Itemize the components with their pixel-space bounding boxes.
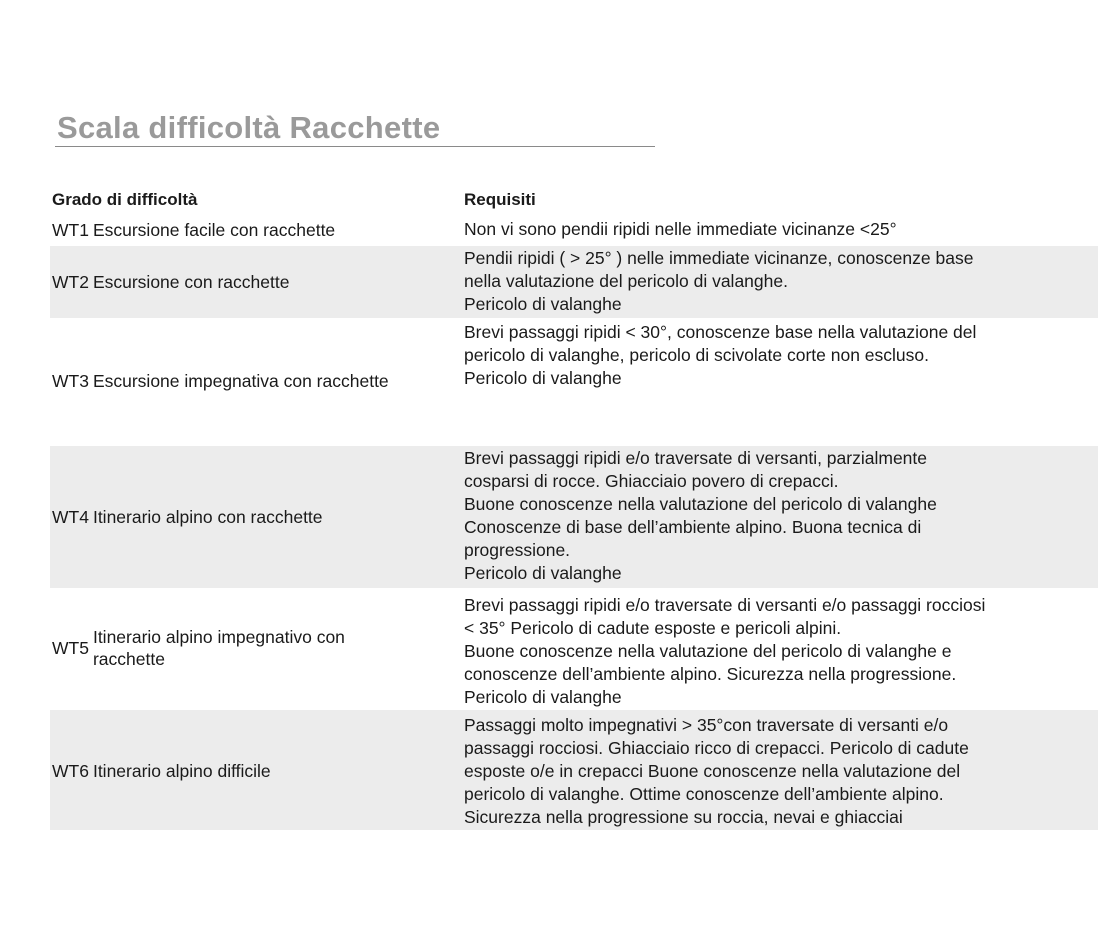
- requirement-line: passaggi rocciosi. Ghiacciaio ricco di crepacci. Pericolo di cadute: [464, 738, 969, 758]
- requirement-line: Pericolo di valanghe: [464, 687, 622, 707]
- grade-code: WT4: [52, 507, 89, 527]
- title-underline: [55, 146, 655, 147]
- requirement-line: Pericolo di valanghe: [464, 563, 622, 583]
- grade-code: WT2: [52, 272, 89, 292]
- requirement-line: Pericolo di valanghe: [464, 368, 622, 388]
- grade-code: WT6: [52, 761, 89, 781]
- grade-name: [93, 626, 403, 670]
- requirement-line: cosparsi di rocce. Ghiacciaio povero di crepacci.: [464, 471, 839, 491]
- table-row-wt1: [50, 216, 1098, 246]
- requirement-line: Brevi passaggi ripidi < 30°, conoscenze base nella valutazione del: [464, 322, 977, 342]
- requirements-cell: [464, 247, 1084, 316]
- grade-name: Escursione con racchette: [92, 272, 290, 292]
- header-grade: Grado di difficoltà: [52, 190, 198, 209]
- grade-name-line: racchette: [92, 649, 165, 669]
- requirements-cell: [464, 447, 1084, 585]
- table-row-wt6: [50, 710, 1098, 830]
- table-row-wt2: [50, 246, 1098, 318]
- requirements-cell: [464, 714, 1084, 829]
- grade-code: WT3: [52, 371, 89, 391]
- requirement-line: < 35° Pericolo di cadute esposte e pericoli alpini.: [464, 618, 842, 638]
- requirements-cell: [464, 321, 1084, 390]
- grade-name: Itinerario alpino con racchette: [92, 507, 323, 527]
- requirement-line: Brevi passaggi ripidi e/o traversate di versanti, parzialmente: [464, 448, 927, 468]
- requirements-cell: [464, 218, 1084, 241]
- requirement-line: Buone conoscenze nella valutazione del pericolo di valanghe e: [464, 641, 952, 661]
- requirement-line: Passaggi molto impegnativi > 35°con traversate di versanti e/o: [464, 715, 949, 735]
- requirement-line: pericolo di valanghe, pericolo di scivolate corte non escluso.: [464, 345, 929, 365]
- page-title: Scala difficoltà Racchette: [57, 110, 441, 145]
- requirement-line: Brevi passaggi ripidi e/o traversate di versanti e/o passaggi rocciosi: [464, 595, 986, 615]
- requirement-line: nella valutazione del pericolo di valanghe.: [464, 271, 788, 291]
- requirement-line: conoscenze dell’ambiente alpino. Sicurezza nella progressione.: [464, 664, 957, 684]
- grade-name-line: Itinerario alpino impegnativo con: [92, 627, 345, 647]
- grade-name: Escursione facile con racchette: [92, 220, 336, 240]
- requirement-line: pericolo di valanghe. Ottime conoscenze dell’ambiente alpino.: [464, 784, 944, 804]
- grade-cell: [52, 626, 403, 670]
- table-row-wt5: [50, 588, 1098, 710]
- requirement-line: Conoscenze di base dell’ambiente alpino. Buona tecnica di: [464, 517, 922, 537]
- grade-cell: [52, 370, 389, 392]
- header-requirements: Requisiti: [464, 190, 536, 209]
- table-row-wt4: [50, 446, 1098, 588]
- requirements-cell: [464, 594, 1084, 709]
- requirement-line: Sicurezza nella progressione su roccia, nevai e ghiacciai: [464, 807, 903, 827]
- table-row-wt3: [50, 318, 1098, 446]
- grade-cell: [52, 506, 323, 528]
- requirement-line: Buone conoscenze nella valutazione del pericolo di valanghe: [464, 494, 937, 514]
- grade-name: Escursione impegnativa con racchette: [92, 371, 389, 391]
- grade-code: WT1: [52, 220, 89, 240]
- grade-cell: [52, 760, 271, 782]
- grade-name: Itinerario alpino difficile: [92, 761, 271, 781]
- grade-cell: [52, 271, 289, 293]
- requirement-line: Pericolo di valanghe: [464, 294, 622, 314]
- requirement-line: esposte o/e in crepacci Buone conoscenze nella valutazione del: [464, 761, 961, 781]
- grade-cell: [52, 219, 335, 241]
- requirement-line: Non vi sono pendii ripidi nelle immediate vicinanze <25°: [464, 219, 897, 239]
- requirement-line: Pendii ripidi ( > 25° ) nelle immediate vicinanze, conoscenze base: [464, 248, 974, 268]
- grade-code: WT5: [52, 638, 89, 658]
- requirement-line: progressione.: [464, 540, 571, 560]
